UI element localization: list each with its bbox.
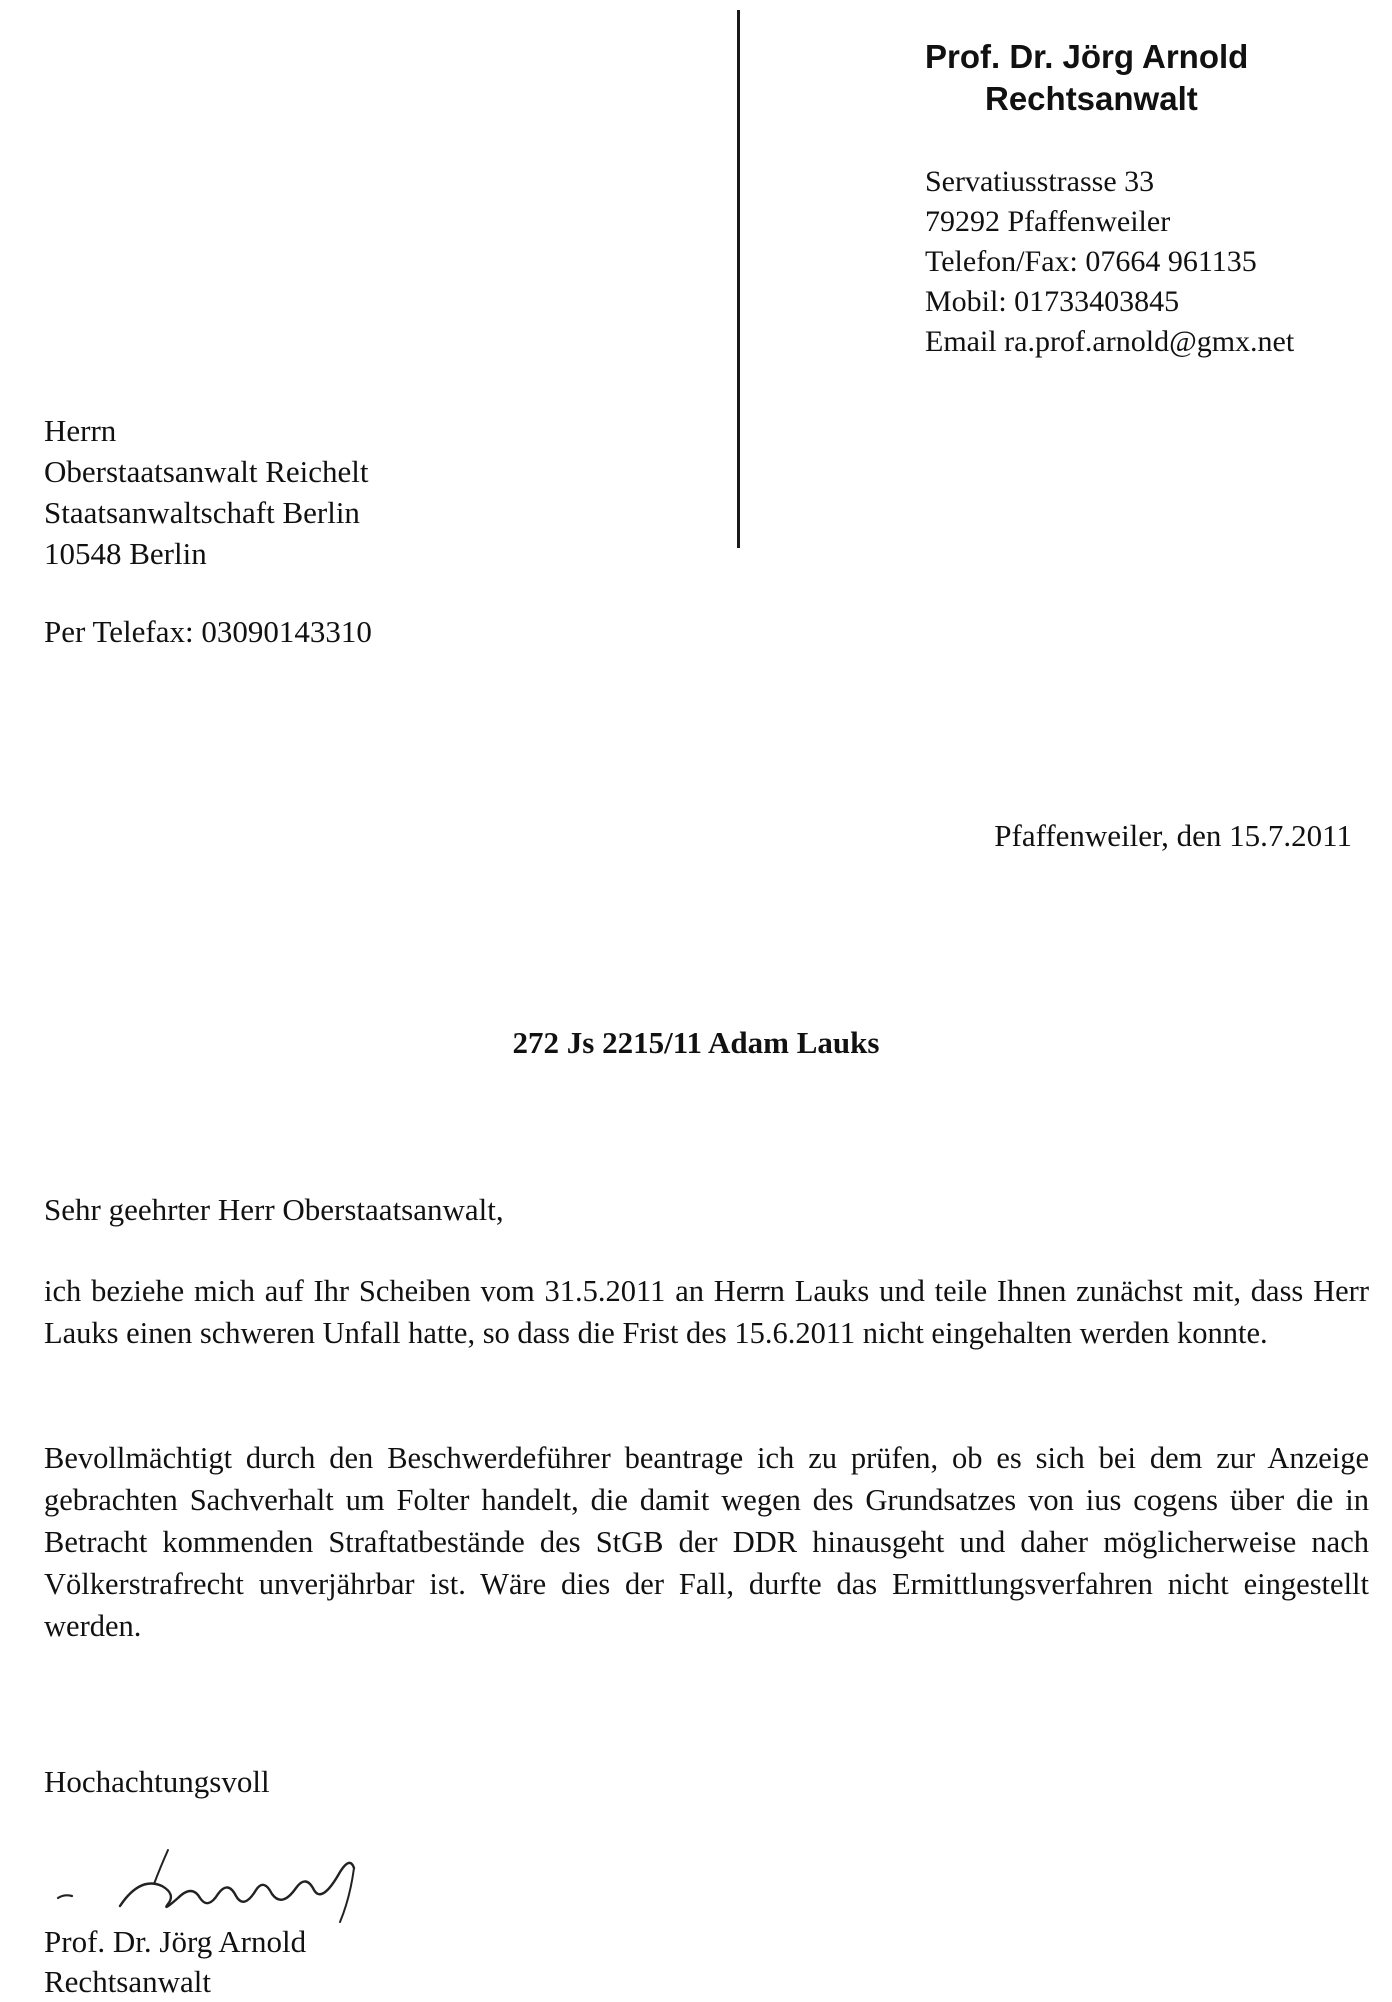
sender-email: Email ra.prof.arnold@gmx.net — [925, 325, 1295, 358]
recipient-name: Oberstaatsanwalt Reichelt — [44, 454, 369, 489]
recipient-salutation-line: Herrn — [44, 413, 117, 448]
recipient-address-block — [44, 410, 369, 574]
body-paragraph-1: ich beziehe mich auf Ihr Scheiben vom 31.5.2011 an Herrn Lauks und teile Ihnen zunächst mit, dass Herr Lauks einen schweren Unfall hatte, so dass die Frist des 15.6.2011 nicht eingehalten werden konnte. — [44, 1274, 1369, 1350]
letterhead-divider — [737, 10, 740, 548]
fax-line: Per Telefax: 03090143310 — [44, 614, 372, 649]
handwritten-signature-icon — [50, 1828, 380, 1924]
signer-name: Prof. Dr. Jörg Arnold — [44, 1924, 307, 1959]
sender-contact-block — [925, 162, 1294, 362]
recipient-office: Staatsanwaltschaft Berlin — [44, 495, 360, 530]
sender-city: 79292 Pfaffenweiler — [925, 205, 1171, 238]
sender-title: Rechtsanwalt — [985, 80, 1198, 117]
sender-mobile: Mobil: 01733403845 — [925, 285, 1180, 318]
signer-block — [44, 1922, 306, 2002]
sender-phone-fax: Telefon/Fax: 07664 961135 — [925, 245, 1257, 278]
subject-line: 272 Js 2215/11 Adam Lauks — [512, 1025, 880, 1060]
body-paragraph-2: Bevollmächtigt durch den Beschwerdeführer beantrage ich zu prüfen, ob es sich bei dem zur Anzeige gebrachten Sachverhalt um Folter handelt, die damit wegen des Grundsatzes von ius cogens über die in Betracht kommenden Straftatbestände des StGB der DDR hinausgeht und daher möglicherweise nach Völkerstrafrecht unverjährbar ist. Wäre dies der Fall, durfte das Ermittlungsverfahren nicht eingestellt werden. — [44, 1441, 1369, 1643]
sender-name: Prof. Dr. Jörg Arnold — [925, 38, 1249, 75]
greeting: Sehr geehrter Herr Oberstaatsanwalt, — [44, 1192, 504, 1227]
recipient-city: 10548 Berlin — [44, 536, 207, 571]
signer-title: Rechtsanwalt — [44, 1964, 212, 1999]
date-line: Pfaffenweiler, den 15.7.2011 — [994, 818, 1352, 853]
sender-street: Servatiusstrasse 33 — [925, 165, 1155, 198]
closing: Hochachtungsvoll — [44, 1764, 270, 1799]
